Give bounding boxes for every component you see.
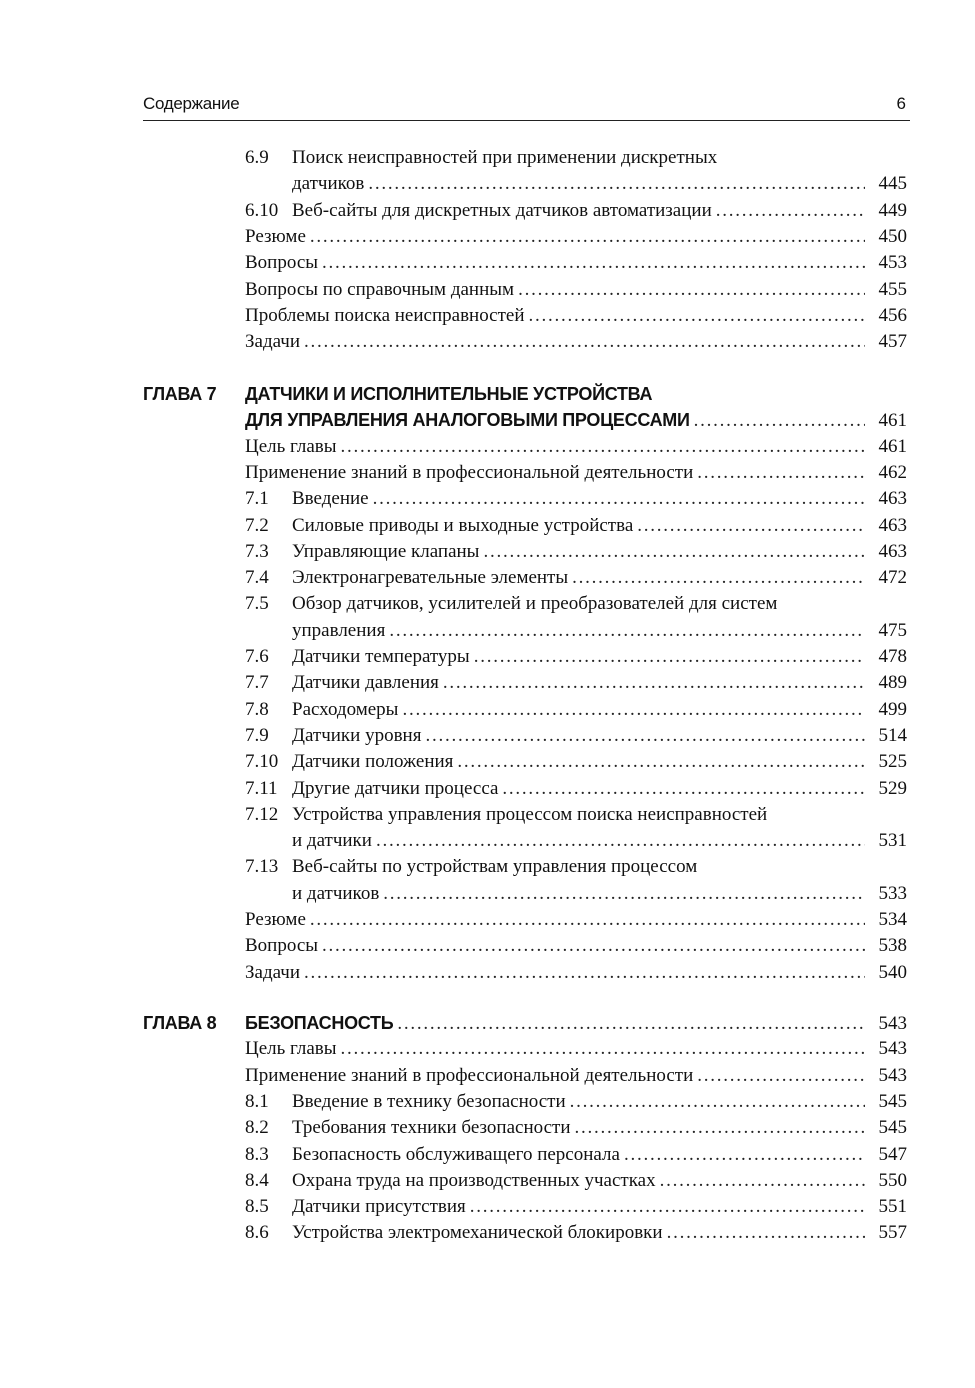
dot-leader: [304, 329, 865, 355]
toc-entry-page: 543: [878, 1064, 907, 1086]
toc-entry-title: Вопросы по справочным данным: [245, 278, 515, 300]
toc-entry: [245, 277, 907, 303]
toc-entry-number: 7.5: [245, 593, 269, 615]
dot-leader: [660, 1168, 865, 1194]
toc-entry-page: 531: [878, 830, 907, 852]
toc-entry-page: 534: [878, 909, 907, 930]
toc-entry-page: 475: [878, 619, 907, 641]
toc-entry-title: Обзор датчиков, усилителей и преобразователей для систем: [292, 593, 778, 615]
toc-entry-page: 445: [878, 173, 907, 195]
toc-entry-number: 8.6: [245, 1222, 269, 1244]
toc-entry-title: Электронагревательные элементы: [292, 567, 569, 589]
toc-entry-title: и датчиков: [292, 882, 380, 904]
toc-entry-title: Устройства электромеханической блокировки: [292, 1222, 663, 1244]
toc-entry: [245, 1168, 907, 1194]
toc-entry-page: 478: [878, 646, 907, 667]
dot-leader: [376, 828, 865, 854]
toc-entry: [245, 513, 907, 539]
chapter-label: ГЛАВА 7: [143, 384, 217, 404]
toc-entry: [245, 802, 907, 828]
toc-entry: [245, 644, 907, 670]
dot-leader: [575, 1115, 866, 1141]
toc-entry-page: 514: [878, 724, 907, 746]
toc-entry-page: 463: [878, 488, 907, 510]
toc-entry: [245, 907, 907, 933]
dot-leader: [383, 881, 865, 907]
toc-entry-title: Веб-сайты для дискретных датчиков автоматизации: [292, 199, 712, 221]
toc-entry-title: Резюме: [245, 225, 306, 247]
dot-leader: [341, 434, 865, 460]
toc-entry-page: 456: [878, 304, 907, 326]
dot-leader: [694, 408, 865, 434]
toc-entry-number: 6.10: [245, 199, 279, 221]
running-head-title: Содержание: [143, 94, 240, 113]
dot-leader: [474, 644, 865, 670]
dot-leader: [341, 1036, 865, 1062]
toc-entry-page: 461: [878, 410, 907, 432]
dot-leader: [518, 277, 865, 303]
toc-entry-title: Введение в технику безопасности: [292, 1090, 566, 1112]
toc-entry-title: Датчики температуры: [292, 646, 470, 667]
toc-entry: [245, 250, 907, 276]
toc-entry-page: 545: [878, 1090, 907, 1112]
toc-entry-page: 461: [878, 435, 907, 457]
toc-entry-page: 533: [878, 882, 907, 904]
toc-entry: [245, 1089, 907, 1115]
toc-entry-title: Задачи: [245, 331, 301, 353]
toc-entry-page: 547: [878, 1143, 907, 1165]
toc-entry-title: ДЛЯ УПРАВЛЕНИЯ АНАЛОГОВЫМИ ПРОЦЕССАМИ: [245, 410, 690, 431]
dot-leader: [322, 933, 865, 959]
toc-entry-number: 8.5: [245, 1196, 269, 1218]
toc-entry-page: 472: [878, 567, 907, 589]
toc-entry-number: 7.10: [245, 751, 279, 773]
toc-entry: [292, 828, 907, 854]
toc-entry: [245, 591, 907, 617]
dot-leader: [502, 776, 865, 802]
toc-entry-title: Управляющие клапаны: [292, 540, 480, 562]
toc-entry: [245, 670, 907, 696]
toc-entry-title: Безопасность обслуживащего персонала: [292, 1143, 620, 1165]
toc-entry-number: 8.3: [245, 1143, 269, 1165]
dot-leader: [457, 749, 865, 775]
toc-entry: [245, 1063, 907, 1089]
dot-leader: [624, 1142, 865, 1168]
toc-entry-number: 7.8: [245, 698, 269, 720]
dot-leader: [443, 670, 865, 696]
toc-entry-page: 450: [878, 225, 907, 247]
toc-entry-title: Устройства управления процессом поиска неисправностей: [292, 803, 768, 825]
toc-entry: [245, 486, 907, 512]
toc-entry-number: 7.4: [245, 567, 269, 589]
toc-entry: [292, 618, 907, 644]
page-number: 6: [896, 94, 906, 113]
toc-entry-title: Вопросы: [245, 935, 319, 957]
toc-entry-number: 7.3: [245, 540, 269, 562]
toc-entry-title: Задачи: [245, 961, 301, 983]
toc-entry-title: Поиск неисправностей при применении дискретных: [292, 147, 718, 168]
dot-leader: [310, 224, 865, 250]
dot-leader: [697, 460, 865, 486]
toc-entry-title: Другие датчики процесса: [292, 777, 499, 799]
toc-entry-page: 551: [878, 1196, 907, 1218]
toc-entry: [245, 723, 907, 749]
toc-entry: [245, 776, 907, 802]
toc-entry-page: 540: [878, 961, 907, 983]
toc-entry-page: 550: [878, 1169, 907, 1191]
toc-entry-page: 463: [878, 514, 907, 536]
toc-entry: [292, 881, 907, 907]
toc-entry-number: 7.11: [245, 777, 278, 799]
toc-entry-page: 525: [878, 751, 907, 773]
toc-entry-page: 543: [878, 1038, 907, 1060]
toc-entry: [245, 329, 907, 355]
toc-entry-number: 8.2: [245, 1117, 269, 1139]
toc-entry: [245, 460, 907, 486]
toc-entry: [245, 565, 907, 591]
running-head: [143, 92, 910, 121]
toc-entry-title: Веб-сайты по устройствам управления процессом: [292, 856, 698, 878]
toc-entry-page: 489: [878, 672, 907, 694]
toc-entry: [245, 1142, 907, 1168]
toc-entry-title: и датчики: [292, 830, 372, 852]
dot-leader: [373, 486, 865, 512]
dot-leader: [667, 1220, 865, 1246]
toc-entry-page: 462: [878, 461, 907, 483]
chapter-title: [245, 1010, 907, 1036]
dot-leader: [637, 513, 865, 539]
toc-entry-page: 543: [878, 1013, 907, 1034]
chapter-label: ГЛАВА 8: [143, 1013, 217, 1033]
toc-entry-number: 7.9: [245, 724, 269, 746]
toc-entry-title: Датчики положения: [292, 751, 454, 773]
chapter-title: [245, 407, 907, 433]
toc-entry-title: управления: [292, 619, 386, 641]
toc-entry: [245, 1115, 907, 1141]
chapter-title: [245, 381, 907, 407]
toc-entry: [245, 933, 907, 959]
toc-entry-page: 449: [878, 199, 907, 221]
toc-entry: [245, 1220, 907, 1246]
toc-entry: [245, 749, 907, 775]
toc-entry: [245, 145, 907, 171]
toc-entry-title: Применение знаний в профессиональной деятельности: [245, 1064, 694, 1086]
toc-entry-title: Датчики уровня: [292, 724, 422, 746]
dot-leader: [368, 171, 865, 197]
toc-entry-title: Требования техники безопасности: [292, 1117, 571, 1139]
dot-leader: [529, 303, 865, 329]
toc-entry-page: 557: [878, 1222, 907, 1244]
toc-entry-title: Датчики давления: [292, 672, 439, 694]
dot-leader: [716, 198, 865, 224]
dot-leader: [572, 565, 865, 591]
toc-entry-number: 7.7: [245, 672, 269, 694]
toc-entry: [245, 1194, 907, 1220]
toc-entry-page: 455: [878, 278, 907, 300]
dot-leader: [570, 1089, 865, 1115]
toc-entry: [245, 539, 907, 565]
toc-entry-title: Резюме: [245, 909, 306, 930]
toc-entry-title: БЕЗОПАСНОСТЬ: [245, 1013, 394, 1033]
toc-entry-number: 7.1: [245, 488, 269, 510]
toc-entry: [245, 697, 907, 723]
toc-entry-title: Проблемы поиска неисправностей: [245, 304, 525, 326]
toc-entry-page: 545: [878, 1117, 907, 1139]
dot-leader: [322, 250, 865, 276]
toc-entry: [245, 960, 907, 986]
toc-entry-number: 6.9: [245, 147, 269, 168]
dot-leader: [425, 723, 865, 749]
toc-entry-page: 457: [878, 331, 907, 353]
toc-entry-number: 7.6: [245, 646, 269, 667]
toc-entry-title: ДАТЧИКИ И ИСПОЛНИТЕЛЬНЫЕ УСТРОЙСТВА: [245, 384, 653, 404]
toc-entry-number: 7.2: [245, 514, 269, 536]
toc-entry-title: Применение знаний в профессиональной деятельности: [245, 461, 694, 483]
toc-entry: [245, 434, 907, 460]
toc-entry-page: 463: [878, 540, 907, 562]
dot-leader: [697, 1063, 865, 1089]
dot-leader: [389, 618, 865, 644]
toc-entry-title: Вопросы: [245, 252, 319, 274]
toc-entry-number: 7.12: [245, 803, 279, 825]
toc-entry-number: 8.1: [245, 1090, 269, 1112]
toc-entry-title: датчиков: [292, 173, 365, 195]
dot-leader: [304, 960, 865, 986]
toc-entry-number: 7.13: [245, 856, 279, 878]
toc-entry: [245, 303, 907, 329]
toc-entry-page: 499: [878, 698, 907, 720]
toc-entry-title: Охрана труда на производственных участках: [292, 1169, 656, 1191]
toc-entry-page: 529: [878, 777, 907, 799]
dot-leader: [402, 697, 865, 723]
toc-entry-page: 538: [878, 935, 907, 957]
dot-leader: [310, 907, 865, 933]
toc-entry: [245, 854, 907, 880]
toc-entry-title: Цель главы: [245, 435, 337, 457]
toc-entry-title: Силовые приводы и выходные устройства: [292, 514, 634, 536]
dot-leader: [397, 1011, 865, 1037]
toc-entry-title: Введение: [292, 488, 369, 510]
dot-leader: [483, 539, 865, 565]
toc-entry-title: Расходомеры: [292, 698, 399, 720]
toc-entry-title: Цель главы: [245, 1038, 337, 1060]
toc-entry: [292, 171, 907, 197]
toc-entry: [245, 198, 907, 224]
toc-entry-page: 453: [878, 252, 907, 274]
dot-leader: [470, 1194, 865, 1220]
toc-entry: [245, 1036, 907, 1062]
toc-entry: [245, 224, 907, 250]
toc-entry-number: 8.4: [245, 1169, 269, 1191]
toc-entry-title: Датчики присутствия: [292, 1196, 466, 1218]
